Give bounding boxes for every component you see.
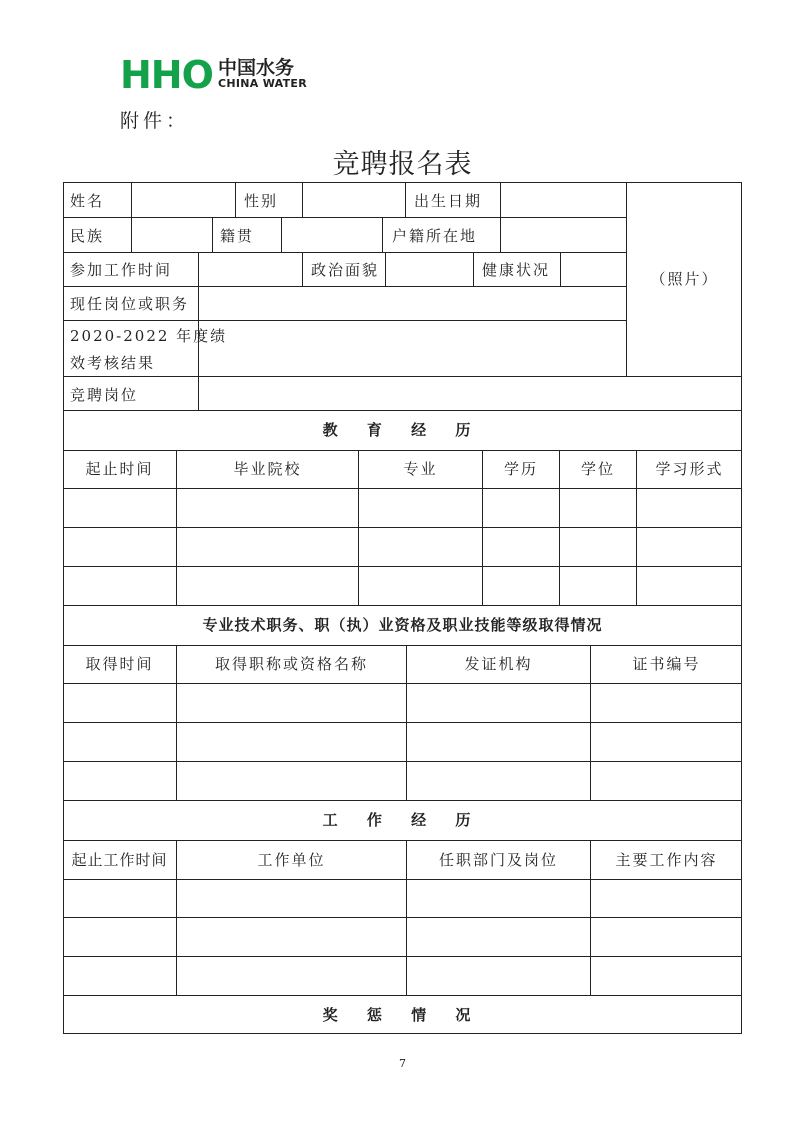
qual-col-issuer: 发证机构 [464, 655, 533, 673]
input-political-status[interactable] [386, 254, 473, 286]
input-gender[interactable] [303, 185, 405, 217]
edu-row-1[interactable] [63, 488, 742, 527]
page-number: 7 [399, 1057, 406, 1070]
label-gender: 性别 [244, 192, 279, 210]
form-title: 竞聘报名表 [332, 149, 473, 180]
work-col-duties: 主要工作内容 [615, 850, 718, 869]
work-col-period: 起止工作时间 [71, 850, 168, 869]
company-logo [120, 55, 340, 95]
edu-row-3[interactable] [63, 566, 742, 605]
label-political-status: 政治面貌 [311, 261, 380, 279]
edu-col-major: 专业 [403, 460, 438, 478]
edu-col-period: 起止时间 [85, 460, 154, 478]
edu-col-study-mode: 学习形式 [655, 460, 724, 478]
qual-row-1[interactable] [63, 683, 742, 722]
label-name: 姓名 [70, 192, 105, 210]
work-row-2[interactable] [63, 917, 742, 956]
input-appraisal[interactable] [199, 321, 626, 376]
input-current-position[interactable] [199, 288, 626, 320]
qual-row-3[interactable] [63, 761, 742, 800]
edu-col-education-level: 学历 [503, 460, 538, 478]
awards-heading: 奖 惩 情 况 [322, 1005, 483, 1024]
photo-placeholder[interactable]: （照片） [650, 270, 719, 288]
label-health: 健康状况 [482, 261, 551, 279]
label-target-position: 竞聘岗位 [70, 385, 139, 404]
input-ethnicity[interactable] [132, 219, 212, 252]
logo-name-en: CHINA WATER [218, 77, 308, 90]
input-name[interactable] [132, 185, 235, 217]
logo-name-cn: 中国水务 [218, 57, 295, 79]
input-native-place[interactable] [282, 219, 382, 252]
label-current-position: 现任岗位或职务 [70, 295, 190, 313]
label-appraisal-line2: 效考核结果 [70, 354, 156, 372]
input-work-start-date[interactable] [199, 254, 302, 286]
label-work-start-date: 参加工作时间 [70, 261, 173, 279]
edu-col-school: 毕业院校 [233, 460, 302, 478]
label-appraisal-line1: 2020-2022 年度绩 [70, 327, 228, 345]
edu-row-2[interactable] [63, 527, 742, 566]
work-heading: 工 作 经 历 [322, 811, 483, 829]
work-col-department-position: 任职部门及岗位 [438, 850, 558, 869]
qual-col-certificate-no: 证书编号 [632, 655, 701, 673]
logo-brand: HHO [120, 53, 213, 97]
education-heading: 教 育 经 历 [322, 421, 483, 439]
work-col-employer: 工作单位 [257, 850, 326, 869]
input-birth-date[interactable] [501, 185, 626, 217]
qual-row-2[interactable] [63, 722, 742, 761]
work-row-3[interactable] [63, 956, 742, 995]
input-target-position[interactable] [199, 379, 742, 410]
input-household-location[interactable] [501, 219, 626, 252]
attachment-label: 附件： [120, 110, 190, 132]
label-birth-date: 出生日期 [414, 192, 483, 210]
edu-col-degree: 学位 [580, 460, 615, 478]
label-household-location: 户籍所在地 [392, 226, 478, 245]
label-ethnicity: 民族 [70, 226, 105, 245]
qual-col-title: 取得职称或资格名称 [214, 655, 368, 673]
qual-col-date: 取得时间 [85, 655, 154, 673]
input-health[interactable] [561, 254, 626, 286]
qualification-heading: 专业技术职务、职（执）业资格及职业技能等级取得情况 [202, 616, 603, 634]
work-row-1[interactable] [63, 879, 742, 917]
label-native-place: 籍贯 [220, 226, 255, 245]
